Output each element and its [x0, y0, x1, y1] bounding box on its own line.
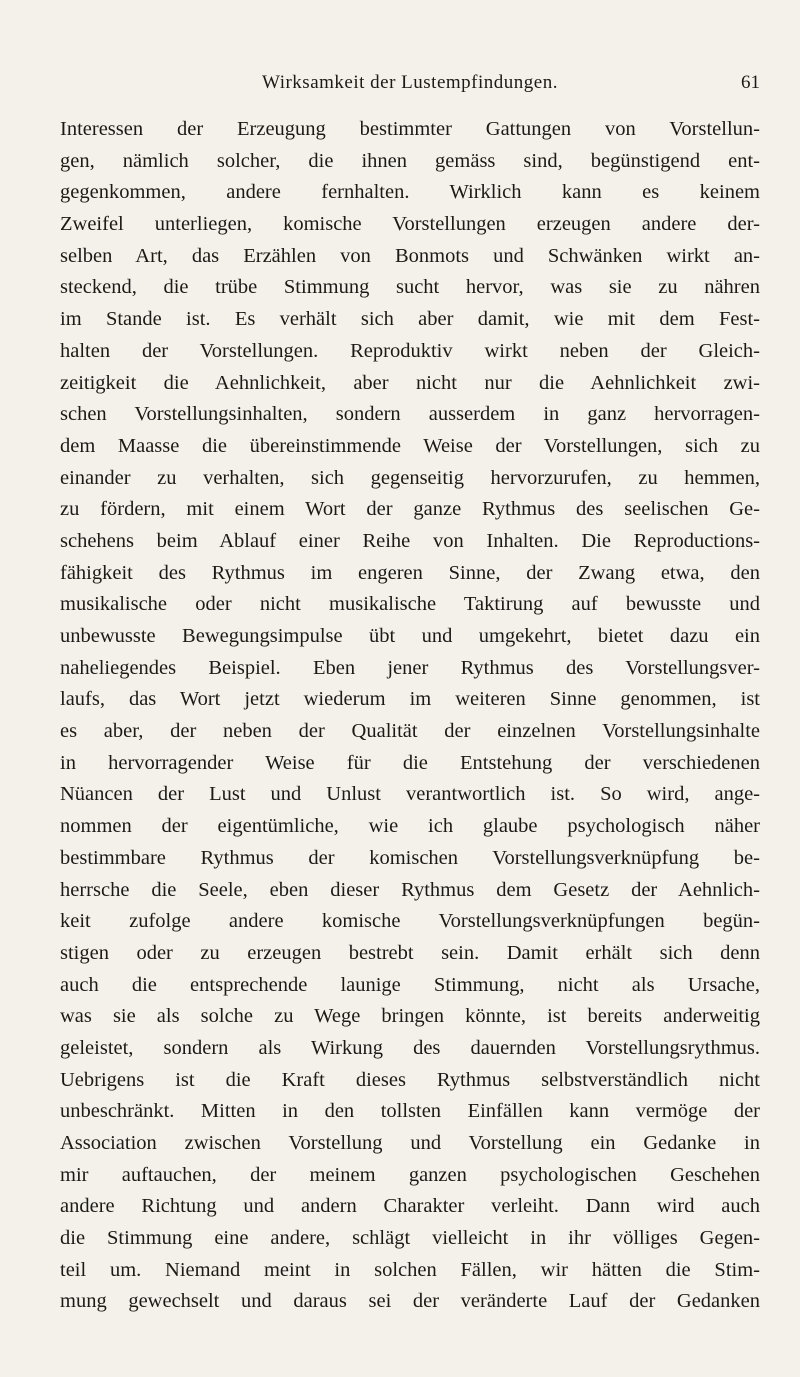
text-line: schehens beim Ablauf einer Reihe von Inhalten. Die Reproductions- [60, 529, 760, 552]
text-line: mir auftauchen, der meinem ganzen psychologischen Geschehen [60, 1163, 760, 1186]
text-line: stigen oder zu erzeugen bestrebt sein. Damit erhält sich denn [60, 941, 760, 964]
text-line: naheliegendes Beispiel. Eben jener Rythmus des Vorstellungsver- [60, 656, 760, 679]
text-line: im Stande ist. Es verhält sich aber damit, wie mit dem Fest- [60, 308, 760, 331]
body-text [60, 114, 760, 1318]
text-line: einander zu verhalten, sich gegenseitig hervorzurufen, zu hemmen, [60, 466, 760, 489]
text-line: zu fördern, mit einem Wort der ganze Rythmus des seelischen Ge- [60, 498, 760, 521]
text-line: was sie als solche zu Wege bringen könnte, ist bereits anderweitig [60, 1005, 760, 1028]
text-line: die Stimmung eine andere, schlägt vielleicht in ihr völliges Gegen- [60, 1227, 760, 1250]
text-line: mung gewechselt und daraus sei der veränderte Lauf der Gedanken [60, 1290, 760, 1313]
text-line: teil um. Niemand meint in solchen Fällen, wir hätten die Stim- [60, 1258, 760, 1281]
text-line: nommen der eigentümliche, wie ich glaube psychologisch näher [60, 815, 760, 838]
text-line: zeitigkeit die Aehnlichkeit, aber nicht nur die Aehnlichkeit zwi- [60, 371, 760, 394]
text-line: schen Vorstellungsinhalten, sondern ausserdem in ganz hervorragen- [60, 403, 760, 426]
text-line: unbeschränkt. Mitten in den tollsten Einfällen kann vermöge der [60, 1100, 760, 1123]
text-line: laufs, das Wort jetzt wiederum im weiteren Sinne genommen, ist [60, 688, 760, 711]
text-line: gen, nämlich solcher, die ihnen gemäss sind, begünstigend ent- [60, 149, 760, 172]
text-line: steckend, die trübe Stimmung sucht hervor, was sie zu nähren [60, 276, 760, 299]
text-line: andere Richtung und andern Charakter verleiht. Dann wird auch [60, 1195, 760, 1218]
text-line: Association zwischen Vorstellung und Vorstellung ein Gedanke in [60, 1132, 760, 1154]
text-line: halten der Vorstellungen. Reproduktiv wirkt neben der Gleich- [60, 339, 760, 362]
text-line: unbewusste Bewegungsimpulse übt und umgekehrt, bietet dazu ein [60, 625, 760, 647]
text-line: in hervorragender Weise für die Entstehung der verschiedenen [60, 751, 760, 774]
text-line: es aber, der neben der Qualität der einzelnen Vorstellungsinhalte [60, 720, 760, 743]
page-number: 61 [741, 72, 760, 93]
text-line: selben Art, das Erzählen von Bonmots und Schwänken wirkt an- [60, 244, 760, 267]
running-head [60, 72, 760, 102]
text-line: dem Maasse die übereinstimmende Weise der Vorstellungen, sich zu [60, 434, 760, 457]
text-line: bestimmbare Rythmus der komischen Vorstellungsverknüpfung be- [60, 846, 760, 869]
text-line: Interessen der Erzeugung bestimmter Gattungen von Vorstellun- [60, 118, 760, 140]
text-line: herrsche die Seele, eben dieser Rythmus dem Gesetz der Aehnlich- [60, 878, 760, 901]
text-line: gegenkommen, andere fernhalten. Wirklich kann es keinem [60, 181, 760, 204]
text-line: auch die entsprechende launige Stimmung, nicht als Ursache, [60, 973, 760, 996]
text-line: keit zufolge andere komische Vorstellungsverknüpfungen begün- [60, 910, 760, 933]
text-line: musikalische oder nicht musikalische Taktirung auf bewusste und [60, 593, 760, 616]
running-title: Wirksamkeit der Lustempfindungen. [262, 72, 558, 93]
text-line: fähigkeit des Rythmus im engeren Sinne, der Zwang etwa, den [60, 561, 760, 584]
text-line: Uebrigens ist die Kraft dieses Rythmus selbstverständlich nicht [60, 1068, 760, 1091]
text-line: Nüancen der Lust und Unlust verantwortlich ist. So wird, ange- [60, 783, 760, 806]
text-line: Zweifel unterliegen, komische Vorstellungen erzeugen andere der- [60, 213, 760, 236]
text-line: geleistet, sondern als Wirkung des dauernden Vorstellungsrythmus. [60, 1036, 760, 1059]
